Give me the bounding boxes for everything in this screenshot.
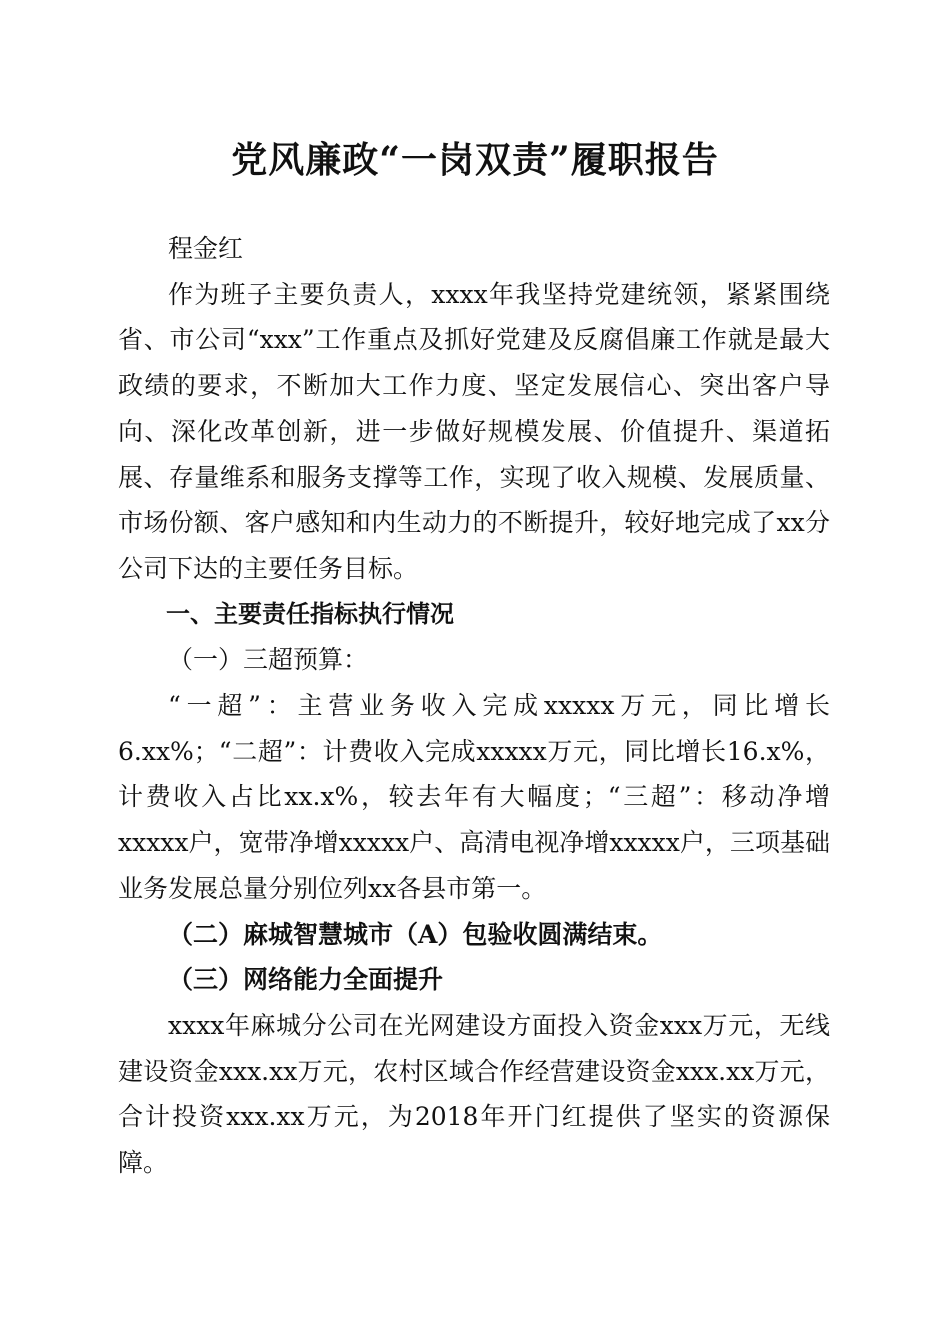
subsection-heading-1: （一）三超预算： [168, 645, 369, 675]
subsection-body-3: xxxx年麻城分公司在光网建设方面投入资金xxx万元，无线建设资金xxx.xx万元，农村区域合作经营建设资金xxx.xx万元，合计投资xxx.xx万元，为2018年开门红提供了坚实的资源保障。 [118, 1010, 830, 1178]
intro-paragraph: 作为班子主要负责人，xxxx年我坚持党建统领，紧紧围绕省、市公司“xxx”工作重点及抓好党建及反腐倡廉工作就是最大政绩的要求，不断加大工作力度、坚定发展信心、突出客户导向、深化改革创新，进一步做好规模发展、价值提升、渠道拓展、存量维系和服务支撑等工作，实现了收入规模、发展质量、市场份额、客户感知和内生动力的不断提升，较好地完成了xx分公司下达的主要任务目标。 [118, 279, 830, 583]
subsection-body-1: “一超”：主营业务收入完成xxxxx万元，同比增长6.xx%；“二超”：计费收入完成xxxxx万元，同比增长16.x%，计费收入占比xx.x%，较去年有大幅度；“三超”：移动净增xxxxx户，宽带净增xxxxx户、高清电视净增xxxxx户，三项基础业务发展总量分别位列xx各县市第一。 [118, 691, 830, 903]
document-title: 党风廉政“一岗双责”履职报告 [231, 139, 719, 181]
author-name: 程金红 [168, 234, 244, 263]
subsection-heading-2: （二）麻城智慧城市（A）包验收圆满结束。 [168, 919, 663, 949]
subsection-heading-3: （三）网络能力全面提升 [168, 965, 444, 995]
section-heading-1: 一、主要责任指标执行情况 [166, 599, 454, 628]
document-body [118, 226, 830, 1186]
